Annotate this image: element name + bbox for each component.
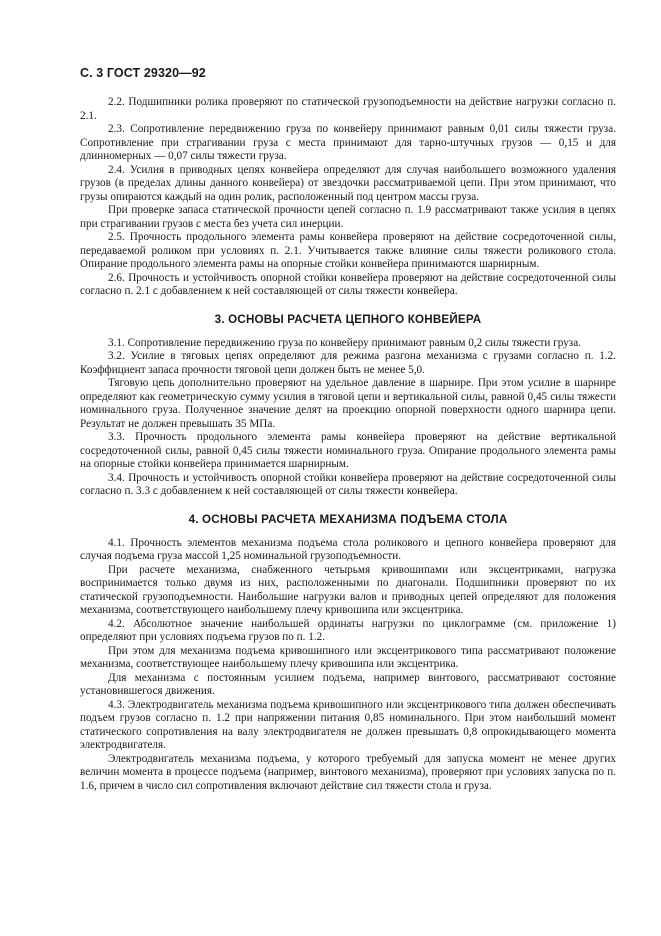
paragraph-2-6: 2.6. Прочность и устойчивость опорной стойки конвейера проверяют на действие сосредоточенной силы согласно п. 2.1 с добавлением к ней составляющей от силы тяжести конвейера. — [80, 271, 616, 297]
paragraph-2-2: 2.2. Подшипники ролика проверяют по статической грузоподъемности на действие нагрузки согласно п. 2.1. — [80, 96, 616, 122]
paragraph-2-3: 2.3. Сопротивление передвижению груза по конвейеру принимают равным 0,01 силы тяжести груза. Сопротивление при страгивании груза с места принимают для тарно-штучных грузов — 0,15 и для длинномерных — 0,07 силы тяжести груза. — [80, 123, 616, 162]
section-heading-3: 3. ОСНОВЫ РАСЧЕТА ЦЕПНОГО КОНВЕЙЕРА — [214, 312, 482, 326]
paragraph-3-1: 3.1. Сопротивление передвижению груза по конвейеру принимают равным 0,2 силы тяжести груза. — [108, 336, 581, 349]
paragraph-4-1: 4.1. Прочность элементов механизма подъема стола роликового и цепного конвейера проверяют для случая подъема груза массой 1,25 номинальной грузоподъемности. — [80, 536, 616, 562]
paragraph-4-1-note: При расчете механизма, снабженного четырьмя кривошипами или эксцентриками, нагрузка воспринимается только двумя из них, расположенными по диагонали. Подшипники проверяют по их статической грузоподъемности. Наибольшие нагрузки валов и приводных цепей определяют для положения механизма, соответствующего наибольшему плечу кривошипа или эксцентрика. — [80, 563, 616, 616]
paragraph-3-2-note: Тяговую цепь дополнительно проверяют на удельное давление в шарнире. При этом усилие в шарнире определяют как геометрическую сумму усилия в тяговой цепи и вертикальной силы, равной 0,45 силы тяжести номинального груза. Полученное значение делят на проекцию опорной поверхности одного шарнира цепи. Результат не должен превышать 35 МПа. — [80, 377, 616, 430]
paragraph-3-2: 3.2. Усилие в тяговых цепях определяют для режима разгона механизма с грузами согласно п. 1.2. Коэффициент запаса прочности тяговой цепи должен быть не менее 5,0. — [80, 350, 616, 376]
paragraph-4-2: 4.2. Абсолютное значение наибольшей ординаты нагрузки по циклограмме (см. приложение 1) определяют при условиях подъема грузов по п. 1.2. — [80, 617, 616, 643]
paragraph-2-5: 2.5. Прочность продольного элемента рамы конвейера проверяют на действие сосредоточенной силы, передаваемой роликом при условиях п. 2.1. Учитывается также влияние силы тяжести роликового стола. Опирание продольного элемента рамы на опорные стойки конвейера принимаются шарнирным. — [80, 231, 616, 270]
paragraph-4-2-note-a: При этом для механизма подъема кривошипного или эксцентрикового типа рассматривают положение механизма, соответствующее наибольшему плечу кривошипа или эксцентрика. — [80, 644, 616, 670]
paragraph-4-2-note-b: Для механизма с постоянным усилием подъема, например винтового, рассматривают состояние установившегося движения. — [80, 671, 616, 697]
section-heading-4: 4. ОСНОВЫ РАСЧЕТА МЕХАНИЗМА ПОДЪЕМА СТОЛА — [188, 512, 508, 526]
document-body — [80, 96, 616, 793]
paragraph-2-4: 2.4. Усилия в приводных цепях конвейера определяют для случая наибольшего возможного удаления грузов (в пределах длины данного конвейера) от звездочки рассматриваемой цепи. При этом принимают, что грузы опираются каждый на один ролик, расположенный под центром массы груза. — [80, 163, 616, 203]
paragraph-4-3: 4.3. Электродвигатель механизма подъема кривошипного или эксцентрикового типа должен обеспечивать подъем грузов согласно п. 1.2 при напряжении питания 0,85 номинального. При этом наибольший момент статического сопротивления на валу электродвигателя не должен превышать 0,8 опрокидывающего момента электродвигателя. — [80, 698, 616, 751]
page-header: С. 3 ГОСТ 29320—92 — [80, 66, 206, 80]
paragraph-3-4: 3.4. Прочность и устойчивость опорной стойки конвейера проверяют на действие сосредоточенной силы согласно п. 3.3 с добавлением к ней составляющей от силы тяжести конвейера. — [80, 471, 616, 497]
paragraph-2-4-note: При проверке запаса статической прочности цепей согласно п. 1.9 рассматривают также усилия в цепях при страгивании грузов с места без учета сил инерции. — [80, 204, 616, 230]
paragraph-4-3-note: Электродвигатель механизма подъема, у которого требуемый для запуска момент не менее других величин момента в процессе подъема (например, винтового механизма), проверяют при условиях запуска по п. 1.6, причем в число сил сопротивления включают действие сил тяжести стола и груза. — [80, 752, 616, 792]
paragraph-3-3: 3.3. Прочность продольного элемента рамы конвейера проверяют на действие вертикальной сосредоточенной силы, равной 0,45 силы тяжести номинального груза. Опирание продольного элемента рамы на опорные стойки конвейера принимается шарнирным. — [80, 431, 616, 470]
